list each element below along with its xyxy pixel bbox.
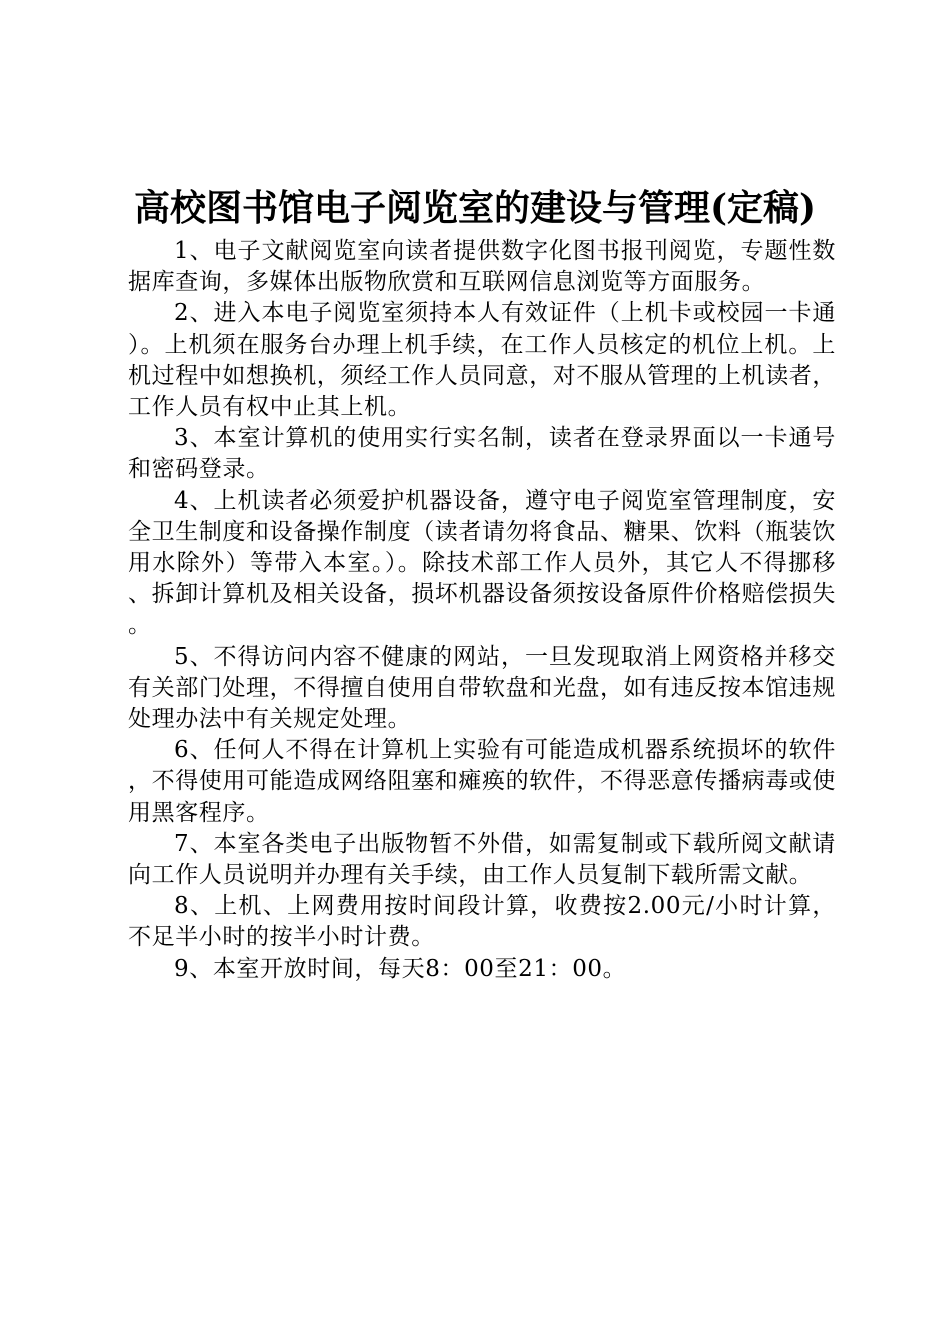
rule-paragraph-2: 2、进入本电子阅览室须持本人有效证件（上机卡或校园一卡通）。上机须在服务台办理上机手续，在工作人员核定的机位上机。上机过程中如想换机，须经工作人员同意，对不服从管理的上机读者，工作人员有权中止其上机。 bbox=[128, 300, 836, 421]
rule-paragraph-7: 7、本室各类电子出版物暂不外借，如需复制或下载所阅文献请向工作人员说明并办理有关手续，由工作人员复制下载所需文献。 bbox=[128, 830, 836, 889]
rule-paragraph-1: 1、电子文献阅览室向读者提供数字化图书报刊阅览，专题性数据库查询，多媒体出版物欣赏和互联网信息浏览等方面服务。 bbox=[128, 238, 836, 296]
rule-paragraph-4: 4、上机读者必须爱护机器设备，遵守电子阅览室管理制度，安全卫生制度和设备操作制度（读者请勿将食品、糖果、饮料（瓶装饮用水除外）等带入本室。）。除技术部工作人员外，其它人不得挪移、拆卸计算机及相关设备，损坏机器设备须按设备原件价格赔偿损失。 bbox=[128, 487, 836, 639]
rule-paragraph-5: 5、不得访问内容不健康的网站，一旦发现取消上网资格并移交有关部门处理，不得擅自使用自带软盘和光盘，如有违反按本馆违规处理办法中有关规定处理。 bbox=[128, 643, 836, 733]
rule-paragraph-3: 3、本室计算机的使用实行实名制，读者在登录界面以一卡通号和密码登录。 bbox=[128, 425, 836, 483]
rule-paragraph-8: 8、上机、上网费用按时间段计算，收费按2.00元/小时计算，不足半小时的按半小时计费。 bbox=[128, 893, 836, 951]
rule-paragraph-9: 9、本室开放时间，每天8：00至21：00。 bbox=[174, 955, 627, 982]
document-body bbox=[128, 236, 836, 985]
rule-paragraph-6: 6、任何人不得在计算机上实验有可能造成机器系统损坏的软件，不得使用可能造成网络阻塞和瘫痪的软件，不得恶意传播病毒或使用黑客程序。 bbox=[128, 737, 836, 826]
document-title: 高校图书馆电子阅览室的建设与管理(定稿) bbox=[133, 187, 817, 229]
